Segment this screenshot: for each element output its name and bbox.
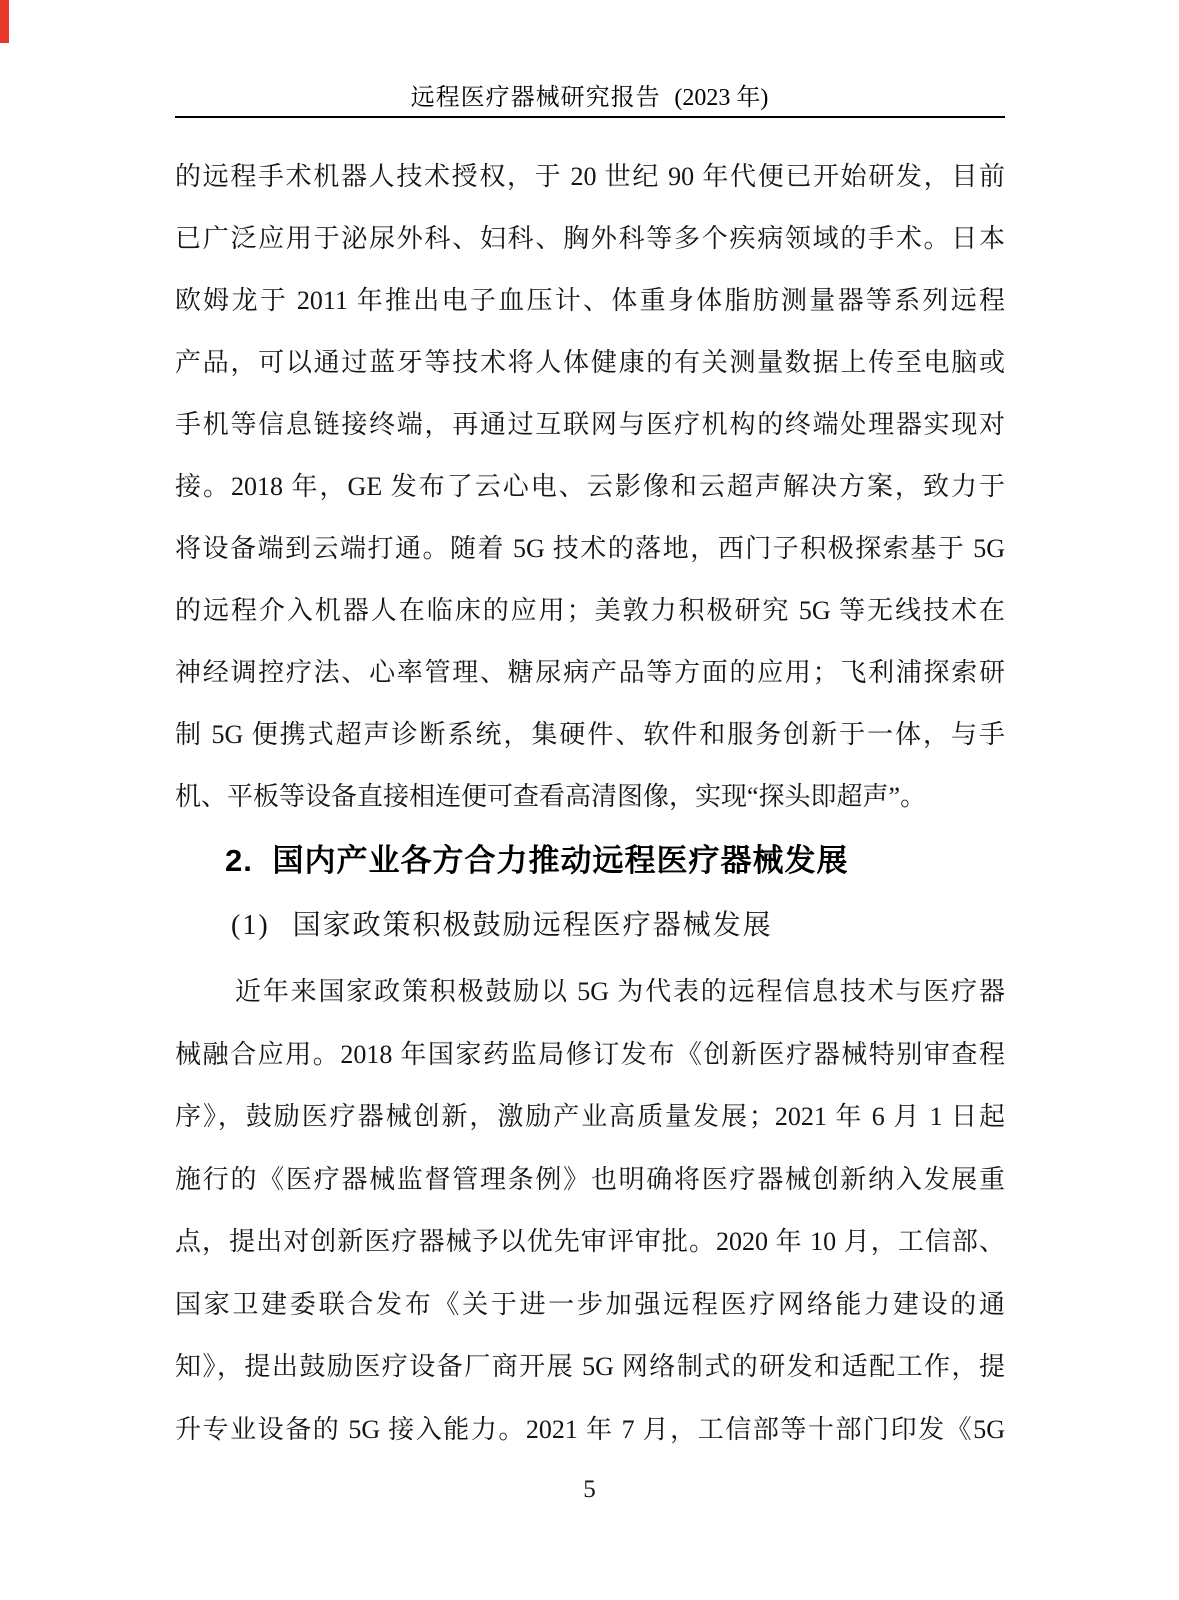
sub-heading: (1) 国家政策积极鼓励远程医疗器械发展: [231, 910, 773, 941]
text-line: 近年来国家政策积极鼓励以 5G 为代表的远程信息技术与医疗器: [235, 977, 1005, 1006]
header-title: [0, 82, 1179, 114]
text-line: 手机等信息链接终端，再通过互联网与医疗机构的终端处理器实现对: [175, 410, 1005, 439]
text-line: 知》，提出鼓励医疗设备厂商开展 5G 网络制式的研发和适配工作，提: [175, 1352, 1005, 1381]
text-line: 的远程介入机器人在临床的应用；美敦力积极研究 5G 等无线技术在: [175, 596, 1005, 625]
text-line: 点，提出对创新医疗器械予以优先审评审批。2020 年 10 月，工信部、: [175, 1227, 1005, 1256]
header-title-year: (2023 年): [674, 85, 769, 111]
text-line: 的远程手术机器人技术授权，于 20 世纪 90 年代便已开始研发，目前: [175, 162, 1005, 191]
text-line: 接。2018 年，GE 发布了云心电、云影像和云超声解决方案，致力于: [175, 472, 1005, 501]
text-line: 械融合应用。2018 年国家药监局修订发布《创新医疗器械特别审查程: [175, 1039, 1005, 1069]
header-rule: [175, 116, 1005, 118]
section-heading: 2. 国内产业各方合力推动远程医疗器械发展: [225, 843, 849, 878]
text-line: 机、平板等设备直接相连便可查看高清图像，实现“探头即超声”。: [175, 782, 927, 811]
text-line: 序》，鼓励医疗器械创新，激励产业高质量发展；2021 年 6 月 1 日起: [175, 1102, 1005, 1131]
text-line: 将设备端到云端打通。随着 5G 技术的落地，西门子积极探索基于 5G: [175, 534, 1005, 563]
text-line: 国家卫建委联合发布《关于进一步加强远程医疗网络能力建设的通: [175, 1289, 1005, 1319]
text-line: 制 5G 便携式超声诊断系统，集硬件、软件和服务创新于一体，与手: [175, 720, 1005, 749]
red-corner-marker: [0, 0, 9, 43]
text-line: 已广泛应用于泌尿外科、妇科、胸外科等多个疾病领域的手术。日本: [175, 224, 1005, 253]
text-line: 施行的《医疗器械监督管理条例》也明确将医疗器械创新纳入发展重: [175, 1164, 1005, 1194]
page-number: 5: [583, 1476, 596, 1503]
paragraph-overseas-development: [175, 146, 1005, 828]
text-line: 神经调控疗法、心率管理、糖尿病产品等方面的应用；飞利浦探索研: [175, 658, 1005, 687]
text-line: 升专业设备的 5G 接入能力。2021 年 7 月，工信部等十部门印发《5G: [175, 1414, 1005, 1444]
text-line: 产品，可以通过蓝牙等技术将人体健康的有关测量数据上传至电脑或: [175, 348, 1005, 377]
text-line: 欧姆龙于 2011 年推出电子血压计、体重身体脂肪测量器等系列远程: [175, 286, 1005, 315]
paragraph-domestic-policy: [175, 961, 1005, 1461]
header-title-main: 远程医疗器械研究报告: [410, 84, 661, 111]
